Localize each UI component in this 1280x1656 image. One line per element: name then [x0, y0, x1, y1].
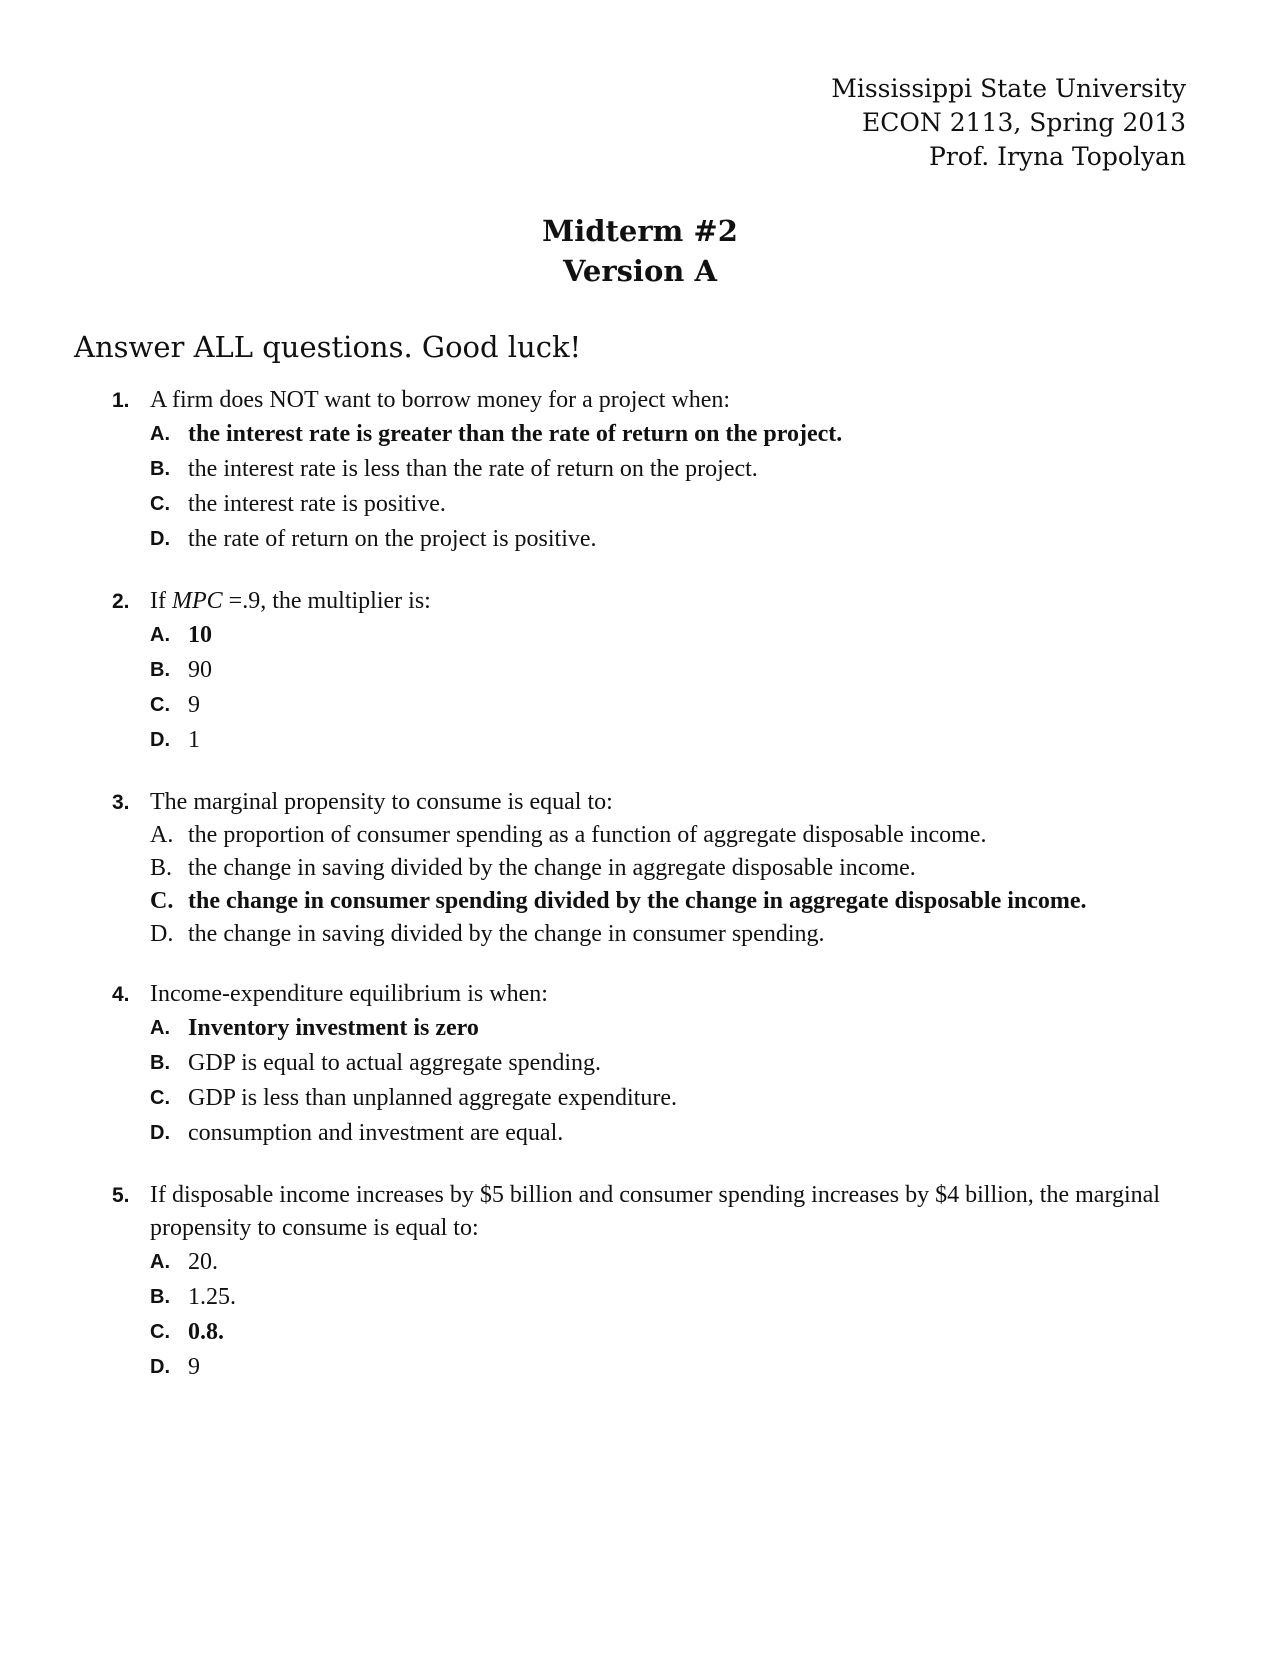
- option-text: 10: [188, 622, 212, 648]
- option-text: 9: [188, 692, 200, 718]
- option-text: the interest rate is less than the rate of return on the project.: [188, 456, 758, 482]
- question-number: 2.: [112, 590, 130, 613]
- question-stem: [112, 978, 1182, 1011]
- option-c: [112, 1081, 1182, 1116]
- option-text: 1: [188, 727, 200, 753]
- option-letter: A.: [150, 1251, 170, 1273]
- option-text: the proportion of consumer spending as a function of aggregate disposable income.: [188, 822, 987, 848]
- option-letter: B.: [150, 659, 170, 681]
- option-text: 0.8.: [188, 1319, 224, 1345]
- option-letter: D.: [150, 729, 170, 751]
- option-letter: A.: [150, 423, 170, 445]
- option-b: [112, 653, 1182, 688]
- option-d: [112, 723, 1182, 758]
- option-b: [112, 1046, 1182, 1081]
- option-letter: C.: [150, 1087, 170, 1109]
- option-a: [112, 618, 1182, 653]
- option-b: [112, 852, 1182, 885]
- option-letter: A.: [150, 624, 170, 646]
- option-letter: C.: [150, 888, 174, 914]
- question-text: The marginal propensity to consume is equal to:: [150, 789, 613, 815]
- mpc-term: MPC: [171, 588, 223, 614]
- option-text: the change in saving divided by the change in consumer spending.: [188, 921, 825, 947]
- course-name: ECON 2113, Spring 2013: [862, 108, 1186, 137]
- university-name: Mississippi State University: [831, 74, 1186, 103]
- option-letter: A.: [150, 1017, 170, 1039]
- option-d: [112, 522, 1182, 557]
- option-letter: D.: [150, 921, 174, 947]
- option-text: GDP is less than unplanned aggregate expenditure.: [188, 1085, 677, 1111]
- option-c: [112, 487, 1182, 522]
- course-header: [831, 72, 1186, 174]
- option-letter: A.: [150, 822, 174, 848]
- question-stem: [112, 786, 1182, 819]
- question-3: [112, 786, 1182, 951]
- option-letter: B.: [150, 1286, 170, 1308]
- option-letter: C.: [150, 1321, 170, 1343]
- question-text-prefix: If: [150, 588, 172, 614]
- option-letter: D.: [150, 1122, 170, 1144]
- question-1: [112, 384, 1182, 557]
- option-text: 1.25.: [188, 1284, 236, 1310]
- option-letter: D.: [150, 528, 170, 550]
- question-2: [112, 585, 1182, 758]
- question-number: 3.: [112, 791, 130, 814]
- option-text: the interest rate is positive.: [188, 491, 446, 517]
- option-text: 9: [188, 1354, 200, 1380]
- option-a: [112, 819, 1182, 852]
- professor-name: Prof. Iryna Topolyan: [929, 142, 1186, 171]
- option-letter: C.: [150, 493, 170, 515]
- option-letter: B.: [150, 1052, 170, 1074]
- option-a: [112, 1245, 1182, 1280]
- option-a: [112, 417, 1182, 452]
- exam-title-line-1: Midterm #2: [542, 214, 738, 248]
- question-number: 1.: [112, 389, 130, 412]
- option-text: the change in consumer spending divided by the change in aggregate disposable income.: [188, 888, 1087, 914]
- question-number: 4.: [112, 983, 130, 1006]
- option-text: Inventory investment is zero: [188, 1015, 479, 1041]
- question-text: A firm does NOT want to borrow money for a project when:: [150, 387, 731, 413]
- question-stem: [112, 585, 1182, 618]
- option-text: 90: [188, 657, 212, 683]
- option-letter: C.: [150, 694, 170, 716]
- option-d: [112, 1350, 1182, 1385]
- option-text: the change in saving divided by the change in aggregate disposable income.: [188, 855, 916, 881]
- question-text: Income-expenditure equilibrium is when:: [150, 981, 548, 1007]
- question-5: [112, 1179, 1182, 1385]
- exam-title: [0, 211, 1280, 291]
- option-text: the rate of return on the project is positive.: [188, 526, 597, 552]
- option-a: [112, 1011, 1182, 1046]
- question-stem: [112, 384, 1182, 417]
- option-d: [112, 918, 1182, 951]
- option-c: [112, 688, 1182, 723]
- option-letter: D.: [150, 1356, 170, 1378]
- instructions: Answer ALL questions. Good luck!: [74, 330, 582, 364]
- option-letter: B.: [150, 458, 170, 480]
- question-text-suffix: =.9, the multiplier is:: [222, 588, 431, 614]
- option-text: the interest rate is greater than the rate of return on the project.: [188, 421, 843, 447]
- question-stem: [112, 1179, 1182, 1245]
- option-c: [112, 1315, 1182, 1350]
- question-text: If disposable income increases by $5 billion and consumer spending increases by $4 billion, the marginal propensity to consume is equal to:: [150, 1182, 1160, 1241]
- option-b: [112, 452, 1182, 487]
- option-text: consumption and investment are equal.: [188, 1120, 564, 1146]
- option-text: 20.: [188, 1249, 218, 1275]
- question-number: 5.: [112, 1184, 130, 1207]
- option-c: [112, 885, 1182, 918]
- option-text: GDP is equal to actual aggregate spending.: [188, 1050, 601, 1076]
- question-4: [112, 978, 1182, 1151]
- exam-version: Version A: [563, 254, 717, 288]
- option-letter: B.: [150, 855, 173, 881]
- option-b: [112, 1280, 1182, 1315]
- option-d: [112, 1116, 1182, 1151]
